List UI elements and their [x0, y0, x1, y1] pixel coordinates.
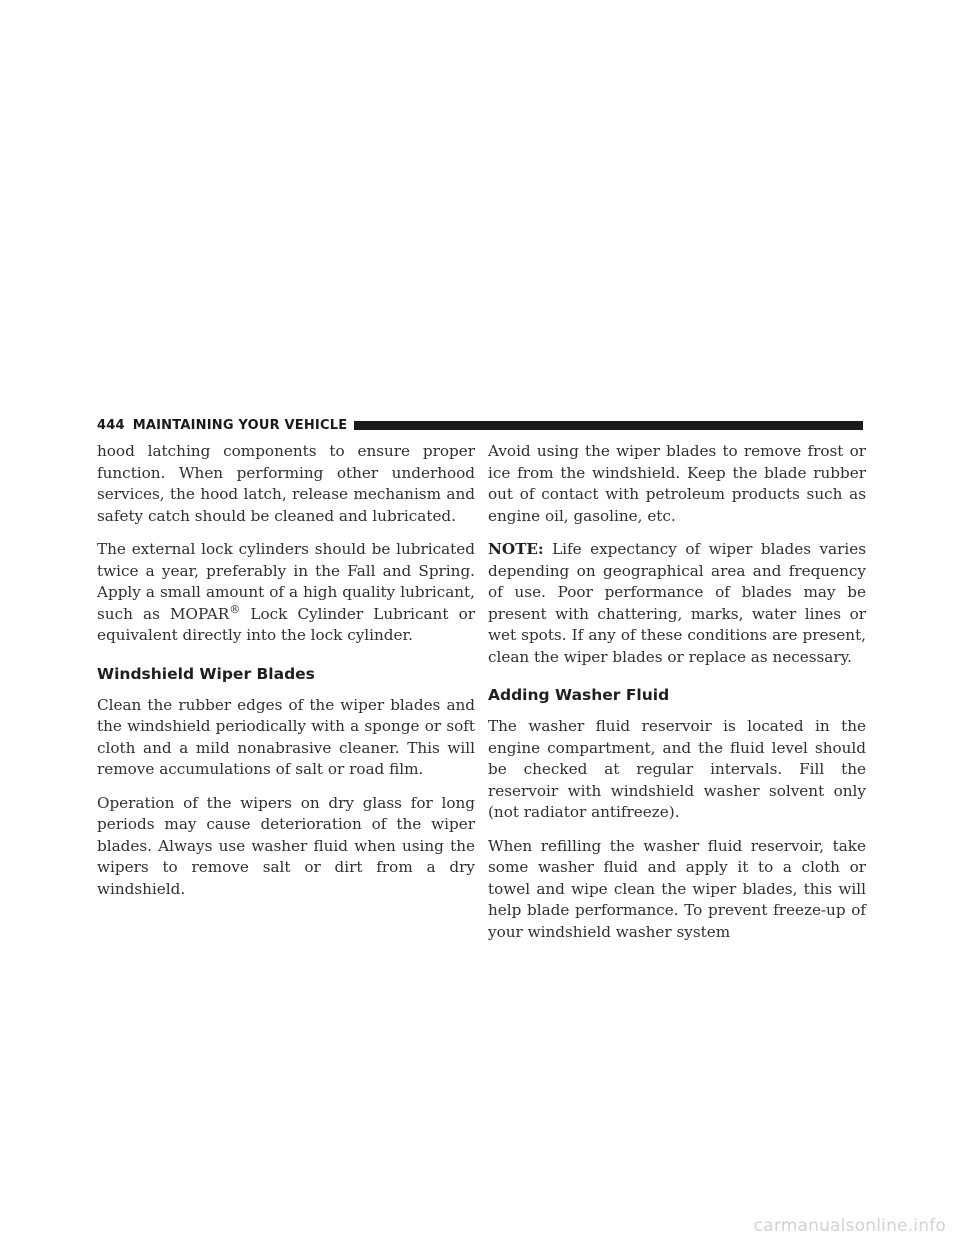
- heading-adding-washer-fluid: Adding Washer Fluid: [488, 686, 670, 704]
- paragraph-clean-rubber-edges: Clean the rubber edges of the wiper blades and the windshield periodically with a sponge or soft cloth and a mild nonabrasive cleaner. This will remove accumulations of salt or road film.: [97, 695, 475, 778]
- note-paragraph: [488, 539, 866, 668]
- left-column: [97, 441, 475, 912]
- section-title: MAINTAINING YOUR VEHICLE: [132, 417, 348, 433]
- note-text: Life expectancy of wiper blades varies depending on geographical area and frequency of use. Poor performance of blades may be present with chattering, marks, water lines or wet spots. If any of these conditions are present, clean the wiper blades or replace as necessary.: [488, 540, 866, 666]
- right-column: [488, 441, 866, 955]
- paragraph-washer-reservoir: The washer fluid reservoir is located in the engine compartment, and the fluid level should be checked at regular intervals. Fill the reservoir with windshield washer solvent only (not radiator antifreeze).: [488, 717, 866, 821]
- paragraph-lock-cylinders: [97, 539, 475, 647]
- lock-cylinders-text-end: Lock Cylinder Lubricant or equivalent directly into the lock cylinder.: [97, 604, 475, 644]
- heading-windshield-wiper-blades: Windshield Wiper Blades: [97, 664, 315, 683]
- lock-cylinders-text-start: The external lock cylinders should be lubricated twice a year, preferably in the Fall and Spring. Apply a small amount of a high quality lubricant, such as MOPAR: [97, 540, 475, 623]
- note-label: NOTE:: [488, 540, 544, 558]
- running-header: [97, 417, 863, 433]
- header-rule: [354, 421, 863, 430]
- paragraph-refilling-reservoir: When refilling the washer fluid reservoir, take some washer fluid and apply it to a cloth or towel and wipe clean the wiper blades, this will help blade performance. To prevent freeze-up of your windshield washer system: [488, 836, 866, 941]
- registered-mark: ®: [229, 602, 241, 616]
- paragraph-avoid-frost: Avoid using the wiper blades to remove frost or ice from the windshield. Keep the blade rubber out of contact with petroleum products such as engine oil, gasoline, etc.: [488, 442, 866, 525]
- paragraph-dry-glass-operation: Operation of the wipers on dry glass for long periods may cause deterioration of the wiper blades. Always use washer fluid when using the wipers to remove salt or dirt from a dry windshield.: [97, 793, 475, 898]
- paragraph-hood-latching: hood latching components to ensure proper function. When performing other underhood services, the hood latch, release mechanism and safety catch should be cleaned and lubricated.: [97, 442, 475, 525]
- site-watermark: carmanualsonline.info: [753, 1216, 946, 1236]
- page-number: 444: [97, 417, 125, 433]
